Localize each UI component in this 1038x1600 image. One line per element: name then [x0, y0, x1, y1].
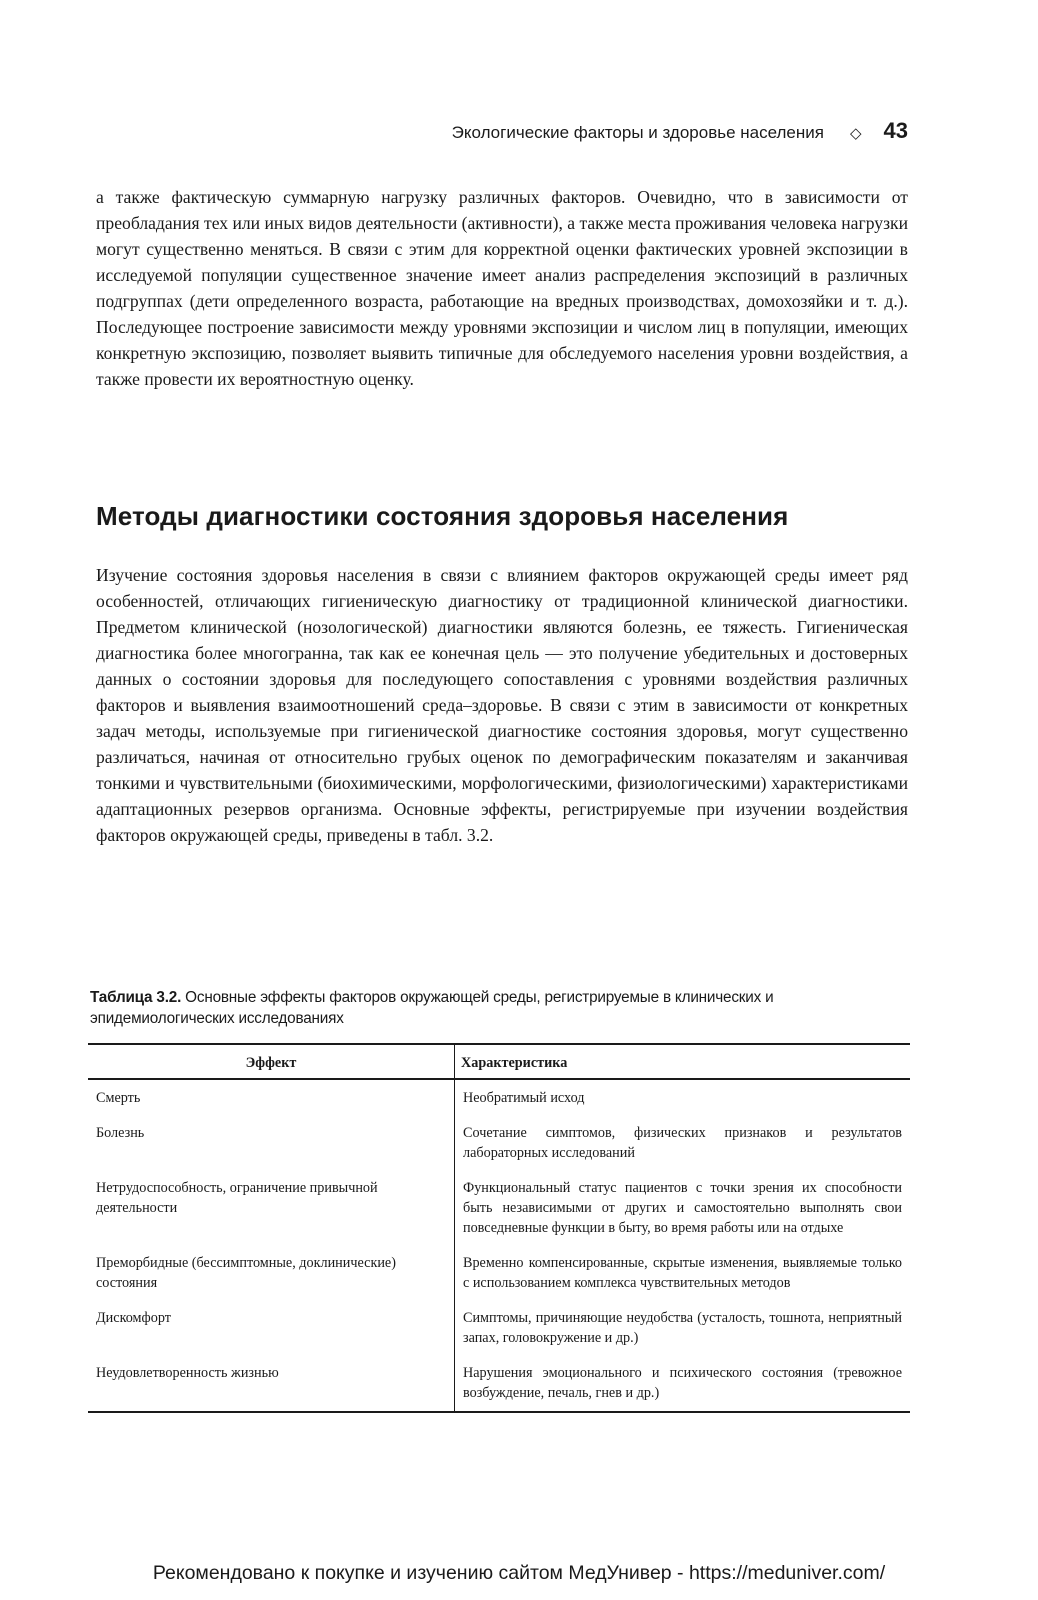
table-row [88, 1355, 910, 1412]
body-paragraph-2: Изучение состояния здоровья населения в связи с влиянием факторов окружающей среды имеет ряд особенностей, отличающих гигиеническую диагностику от традиционной клинической диагностики. Предметом клинической (нозологической) диагностики являются болезнь, ее тяжесть. Гигиеническая диагностика более многогранна, так как ее конечная цель — это получение убедительных и достоверных данных о состоянии здоровья для последующего сопоставления с уровнями воздействия различных факторов и выявления взаимоотношений среда–здоровье. В связи с этим в зависимости от конкретных задач методы, используемые при гигиенической диагностике состояния здоровья, могут существенно различаться, начиная от относительно грубых оценок по демографическим показателям и заканчивая тонкими и чувствительными (биохимическими, морфологическими, физиологическими) характеристиками адаптационных резервов организма. Основные эффекты, регистрируемые при изучении воздействия факторов окружающей среды, приведены в табл. 3.2. [96, 565, 908, 845]
table-caption-label: Таблица 3.2. [90, 989, 182, 1006]
characteristic-cell: Временно компенсированные, скрытые изменения, выявляемые только с использованием комплекса чувствительных методов [455, 1245, 911, 1300]
page-number: 43 [883, 118, 908, 143]
table-row [88, 1170, 910, 1245]
characteristic-cell: Симптомы, причиняющие неудобства (усталость, тошнота, неприятный запах, головокружение и др.) [455, 1300, 911, 1355]
effect-cell: Смерть [96, 1090, 141, 1106]
effect-cell: Нетрудоспособность, ограничение привычной деятельности [96, 1180, 378, 1216]
table-row [88, 1245, 910, 1300]
table-row [88, 1115, 910, 1170]
table-caption [90, 987, 910, 1029]
diamond-icon: ◇ [849, 125, 862, 142]
effect-cell: Дискомфорт [96, 1310, 171, 1326]
effects-table [88, 1043, 910, 1413]
table-caption-text: Основные эффекты факторов окружающей среды, регистрируемые в клинических и эпидемиологических исследованиях [90, 989, 774, 1027]
column-header-effect: Эффект [88, 1044, 455, 1079]
column-header-characteristic: Характеристика [455, 1044, 911, 1079]
characteristic-cell: Сочетание симптомов, физических признаков и результатов лабораторных исследований [455, 1115, 911, 1170]
table-row [88, 1079, 910, 1115]
characteristic-cell: Необратимый исход [455, 1079, 911, 1115]
section-title: Методы диагностики состояния здоровья населения [96, 501, 789, 531]
running-header [96, 118, 908, 144]
characteristic-cell: Нарушения эмоционального и психического состояния (тревожное возбуждение, печаль, гнев и др.) [455, 1355, 911, 1412]
body-paragraph-1: а также фактическую суммарную нагрузку различных факторов. Очевидно, что в зависимости от преобладания тех или иных видов деятельности (активности), а также места проживания человека нагрузки могут существенно меняться. В связи с этим для корректной оценки фактических уровней экспозиции в исследуемой популяции существенное значение имеет анализ распределения экспозиций в различных подгруппах (дети определенного возраста, работающие на вредных производствах, домохозяйки и т. д.). Последующее построение зависимости между уровнями экспозиции и числом лиц в популяции, имеющих конкретную экспозицию, позволяет выявить типичные для обследуемого населения уровни воздействия, а также провести их вероятностную оценку. [96, 187, 908, 389]
table-header-row [88, 1044, 910, 1079]
effect-cell: Болезнь [96, 1125, 145, 1141]
effect-cell: Неудовлетворенность жизнью [88, 1355, 455, 1412]
footer-note: Рекомендовано к покупке и изучению сайтом МедУнивер - https://meduniver.com/ [152, 1562, 886, 1584]
effect-cell: Преморбидные (бессимптомные, доклинические) состояния [96, 1255, 396, 1291]
running-header-title: Экологические факторы и здоровье населения [451, 123, 824, 142]
table-row [88, 1300, 910, 1355]
characteristic-cell: Функциональный статус пациентов с точки зрения их способности быть независимыми от других и самостоятельно выполнять свои повседневные функции в быту, во время работы или на отдыхе [455, 1170, 911, 1245]
